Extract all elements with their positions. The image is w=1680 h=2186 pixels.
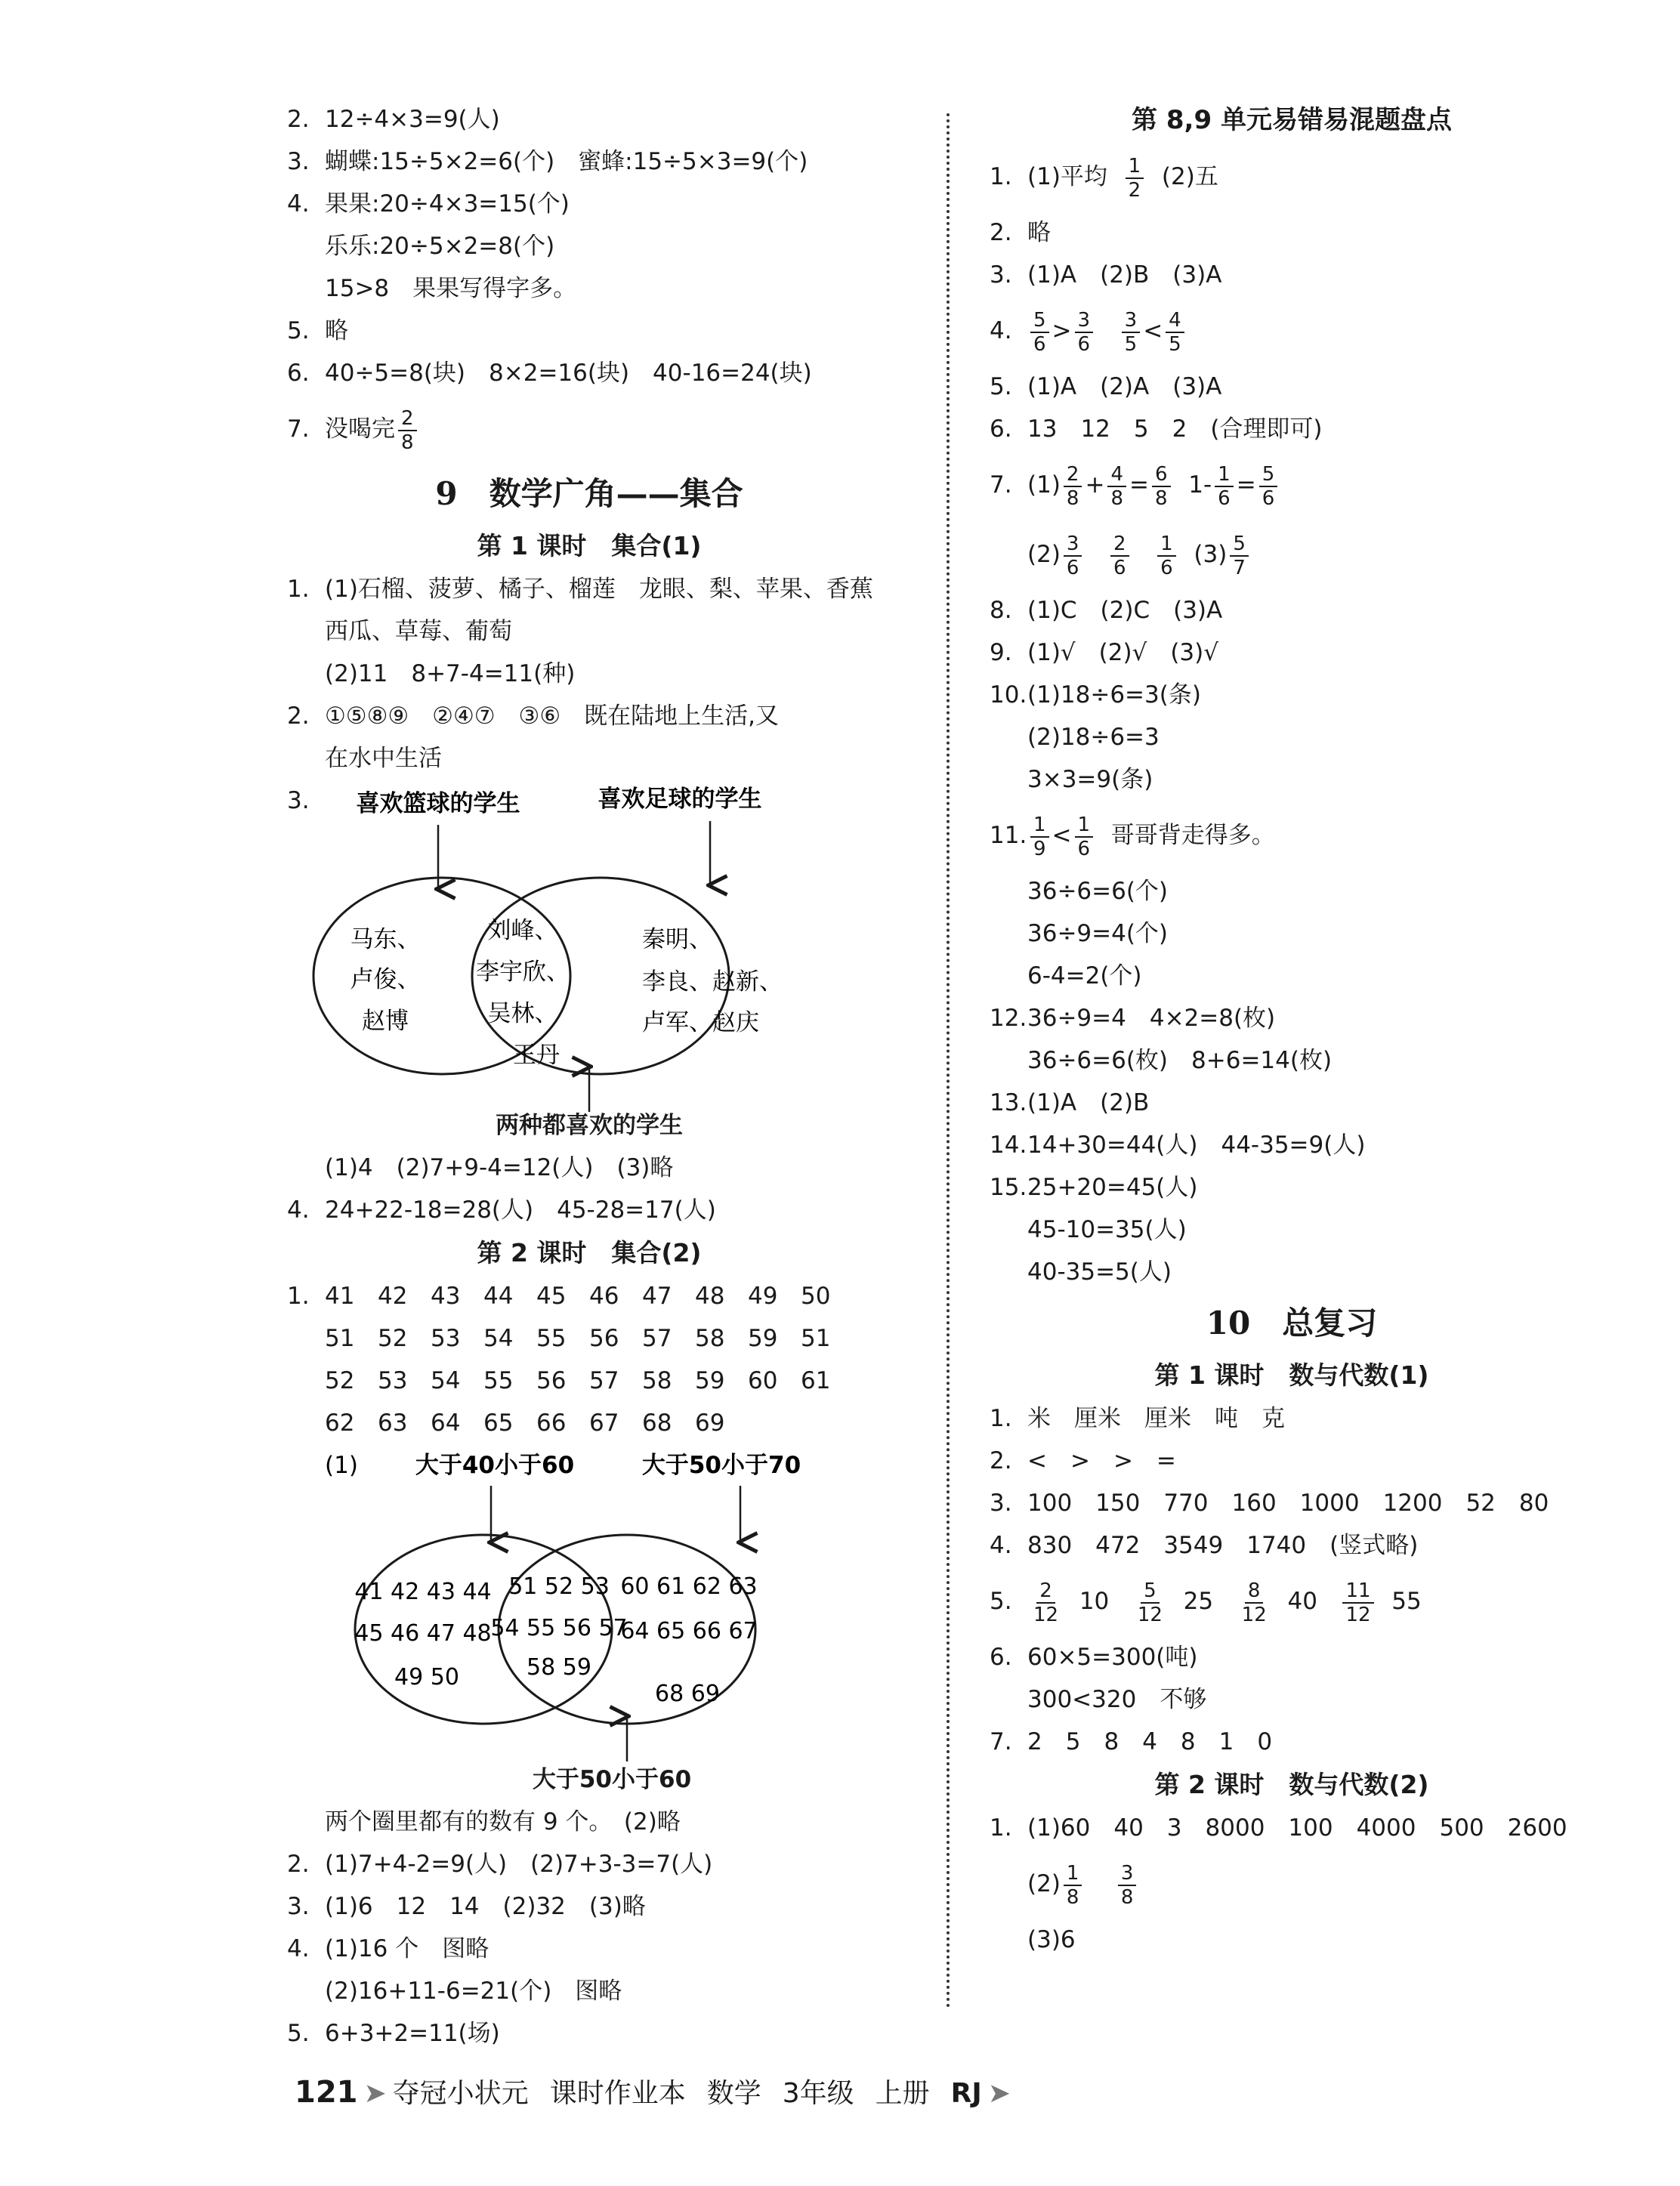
venn-right-only-1: 秦明、 bbox=[642, 926, 712, 953]
venn-label-left: 喜欢篮球的学生 bbox=[356, 790, 520, 817]
number-cell: 49 bbox=[748, 1283, 778, 1310]
chevron-right-icon: ➤ bbox=[987, 2078, 1011, 2109]
fraction: $\frac{1}{6}$ bbox=[1075, 814, 1094, 860]
number-cell: 67 bbox=[589, 1409, 619, 1437]
number-cell: 57 bbox=[642, 1325, 672, 1352]
footer-edition: RJ bbox=[950, 2078, 982, 2109]
number-cell: 66 bbox=[536, 1409, 567, 1437]
number-cell: 52 bbox=[378, 1325, 408, 1352]
answer-item: 5. $\frac{2}{12}$ 10 $\frac{5}{12}$ 25 $\frac{8}{12}$ 40 $\frac{11}{12}$ 55 bbox=[990, 1579, 1422, 1626]
answer-item: 9. (1)√ (2)√ (3)√ bbox=[990, 639, 1218, 666]
answer-item: 6. 13 12 5 2 (合理即可) bbox=[990, 415, 1323, 443]
venn-both-2: 李宇欣、 bbox=[476, 959, 570, 986]
venn-label-bottom: 两种都喜欢的学生 bbox=[496, 1112, 683, 1139]
number-cell: 56 bbox=[536, 1367, 567, 1394]
fraction: $\frac{1}{6}$ bbox=[1157, 533, 1176, 579]
number-cell: 44 bbox=[483, 1283, 514, 1310]
venn-left-only-1: 马东、 bbox=[350, 926, 421, 953]
venn-both-1: 刘峰、 bbox=[487, 917, 558, 944]
fraction: $\frac{2}{8}$ bbox=[1064, 463, 1082, 510]
number-cell: 48 bbox=[695, 1283, 725, 1310]
answer-item: 7. 没喝完 $\frac{2}{8}$ bbox=[287, 394, 891, 464]
venn2-both-1: 51 52 53 bbox=[508, 1573, 610, 1600]
answer-item: 15.25+20=45(人) bbox=[990, 1174, 1198, 1201]
answer-item: 2. ①⑤⑧⑨ ②④⑦ ③⑥ 既在陆地上生活,又 bbox=[287, 702, 779, 730]
answer-item: 45-10=35(人) bbox=[1027, 1216, 1187, 1243]
answer-item: 11. $\frac{1}{9}$ < $\frac{1}{6}$ 哥哥背走得多。 bbox=[990, 813, 1275, 860]
lesson-1-title: 第 1 课时 集合(1) bbox=[477, 531, 702, 560]
fraction: $\frac{6}{8}$ bbox=[1152, 463, 1171, 510]
answer-item: 6-4=2(个) bbox=[1027, 962, 1142, 990]
venn2-right-only-3: 68 69 bbox=[655, 1681, 720, 1707]
answer-item: (2) $\frac{1}{8}$ $\frac{3}{8}$ bbox=[990, 1849, 1594, 1919]
number-cell: 43 bbox=[431, 1283, 461, 1310]
lesson-b-title: 第 2 课时 数与代数(2) bbox=[1154, 1770, 1429, 1799]
left-column bbox=[287, 98, 891, 2055]
answer-item: 3. (1)A (2)B (3)A bbox=[990, 261, 1222, 289]
fraction: $\frac{1}{8}$ bbox=[1064, 1862, 1082, 1909]
answer-item: 7. 2 5 8 4 8 1 0 bbox=[990, 1728, 1273, 1755]
number-cell: 61 bbox=[801, 1367, 831, 1394]
answer-item: 40-35=5(人) bbox=[1027, 1258, 1172, 1286]
lesson-a-title: 第 1 课时 数与代数(1) bbox=[1154, 1360, 1429, 1390]
answer-item: (2)18÷6=3 bbox=[1027, 724, 1160, 751]
fraction: $\frac{2}{12}$ bbox=[1033, 1579, 1059, 1626]
venn-svg-1 bbox=[287, 780, 891, 1112]
answer-item: 4. (1)16 个 图略 bbox=[287, 1935, 489, 1962]
number-cell: 69 bbox=[695, 1409, 725, 1437]
answer-item: 1. 米 厘米 厘米 吨 克 bbox=[990, 1405, 1285, 1432]
after-venn-2-items bbox=[287, 1801, 891, 2055]
fraction: $\frac{8}{12}$ bbox=[1241, 1579, 1267, 1626]
left-top-items bbox=[287, 98, 891, 394]
number-cell: 51 bbox=[325, 1325, 355, 1352]
number-row bbox=[287, 1360, 891, 1402]
answer-item: 36÷6=6(枚) 8+6=14(枚) bbox=[1027, 1047, 1333, 1074]
venn2-left-only-2: 45 46 47 48 bbox=[354, 1620, 492, 1647]
answer-item: 15>8 果果写得字多。 bbox=[325, 275, 577, 302]
venn2-label-right: 大于50小于70 bbox=[641, 1452, 801, 1479]
fraction: $\frac{5}{7}$ bbox=[1230, 533, 1249, 579]
answer-item: 西瓜、草莓、葡萄 bbox=[325, 618, 512, 645]
footer-subject: 数学 bbox=[706, 2078, 761, 2109]
number-row bbox=[287, 1317, 891, 1360]
fraction: $\frac{3}{6}$ bbox=[1075, 309, 1094, 356]
number-cell: 58 bbox=[695, 1325, 725, 1352]
answer-item: 在水中生活 bbox=[325, 745, 442, 772]
fraction: $\frac{1}{2}$ bbox=[1126, 155, 1144, 202]
fraction: $\frac{5}{6}$ bbox=[1259, 463, 1278, 510]
answer-item: 13.(1)A (2)B bbox=[990, 1089, 1150, 1116]
number-cell: 63 bbox=[378, 1409, 408, 1437]
number-cell: 47 bbox=[642, 1283, 672, 1310]
fraction: $\frac{1}{6}$ bbox=[1215, 463, 1234, 510]
fraction: $\frac{5}{6}$ bbox=[1030, 309, 1049, 356]
answer-item: 2. (1)7+4-2=9(人) (2)7+3-3=7(人) bbox=[287, 1851, 713, 1878]
fraction: $\frac{3}{6}$ bbox=[1064, 533, 1082, 579]
fraction: $\frac{5}{12}$ bbox=[1137, 1579, 1163, 1626]
number-cell: 59 bbox=[695, 1367, 725, 1394]
number-cell: 42 bbox=[378, 1283, 408, 1310]
answer-item: 两个圈里都有的数有 9 个。 (2)略 bbox=[325, 1808, 681, 1836]
venn-both-3: 吴林、 bbox=[487, 1000, 558, 1027]
number-cell: 55 bbox=[483, 1367, 514, 1394]
answer-item: 4. 830 472 3549 1740 (竖式略) bbox=[990, 1532, 1419, 1559]
venn-diagram-1: 3. 喜欢篮球的学生 喜欢足球的学生 马东、 卢俊、 赵博 刘峰、 李宇欣、 吴林、 王丹 秦明、 李良、赵新、 卢军、赵庆 bbox=[287, 780, 891, 1112]
answer-item: 2. 略 bbox=[990, 219, 1051, 246]
number-cell: 52 bbox=[325, 1367, 355, 1394]
unit-9-title: 9 数学广角——集合 bbox=[435, 475, 743, 512]
answer-item: 5. 略 bbox=[287, 317, 348, 344]
review-title: 第 8,9 单元易错易混题盘点 bbox=[1132, 105, 1452, 135]
answer-item: 2. < > > = bbox=[990, 1447, 1176, 1474]
answer-item: 300<320 不够 bbox=[1027, 1686, 1207, 1713]
venn-left-only-3: 赵博 bbox=[362, 1008, 409, 1035]
answer-item: 3×3=9(条) bbox=[1027, 766, 1153, 793]
venn2-right-only-2: 64 65 66 67 bbox=[620, 1618, 758, 1644]
answer-item: 4. 24+22-18=28(人) 45-28=17(人) bbox=[287, 1196, 716, 1224]
venn-diagram-2 bbox=[287, 1444, 891, 1761]
venn-right-only-3: 卢军、赵庆 bbox=[642, 1009, 759, 1036]
right-column bbox=[990, 98, 1594, 1961]
number-cell: 50 bbox=[801, 1283, 831, 1310]
lesson-a-rest bbox=[990, 1636, 1594, 1763]
venn-svg-2 bbox=[287, 1444, 891, 1761]
answer-item: 5. 6+3+2=11(场) bbox=[287, 2020, 500, 2047]
number-cell: 54 bbox=[431, 1367, 461, 1394]
answer-item: (2)11 8+7-4=11(种) bbox=[325, 660, 576, 687]
number-cell: 65 bbox=[483, 1409, 514, 1437]
fraction: $\frac{11}{12}$ bbox=[1342, 1579, 1373, 1626]
answer-item: 1. (1)平均 $\frac{1}{2}$ (2)五 bbox=[990, 154, 1218, 202]
lesson-2-title: 第 2 课时 集合(2) bbox=[477, 1238, 702, 1267]
page-number: 121 bbox=[295, 2075, 358, 2110]
after-venn-1-items bbox=[287, 1147, 891, 1231]
answer-item: 3. (1)6 12 14 (2)32 (3)略 bbox=[287, 1893, 646, 1920]
answer-item: 7. (1) $\frac{2}{8}$ + $\frac{4}{8}$ = $\frac{6}{8}$ 1- $\frac{1}{6}$ = $\frac{5}{6}$ bbox=[990, 450, 1594, 520]
lesson-a-items bbox=[990, 1397, 1594, 1567]
number-cell: 54 bbox=[483, 1325, 514, 1352]
number-cell: 60 bbox=[748, 1367, 778, 1394]
answer-item: (2) $\frac{3}{6}$ $\frac{2}{6}$ $\frac{1}{6}$ (3) $\frac{5}{7}$ bbox=[990, 520, 1594, 589]
venn2-both-2: 54 55 56 57 bbox=[490, 1615, 628, 1641]
answer-item: 36÷9=4(个) bbox=[1027, 920, 1169, 947]
number-row bbox=[287, 1402, 891, 1444]
number-row: 1. 41 42 43 44 45 46 47 48 49 50 bbox=[287, 1275, 891, 1317]
venn-right-only-2: 李良、赵新、 bbox=[642, 968, 783, 996]
page-footer bbox=[295, 2070, 1017, 2115]
footer-term: 上册 bbox=[875, 2078, 930, 2109]
footer-book: 课时作业本 bbox=[549, 2078, 686, 2109]
venn2-both-3: 58 59 bbox=[527, 1654, 591, 1681]
footer-grade: 3年级 bbox=[782, 2078, 854, 2109]
venn2-left-only-3: 49 50 bbox=[394, 1664, 459, 1690]
number-cell: 68 bbox=[642, 1409, 672, 1437]
answer-item: 5. (1)A (2)A (3)A bbox=[990, 373, 1222, 400]
items-11-15 bbox=[990, 870, 1594, 1293]
answer-item: (1)4 (2)7+9-4=12(人) (3)略 bbox=[325, 1154, 674, 1181]
column-divider bbox=[947, 113, 950, 2009]
answer-item: 10.(1)18÷6=3(条) bbox=[990, 681, 1201, 709]
number-cell: 59 bbox=[748, 1325, 778, 1352]
venn2-prefix: (1) bbox=[325, 1452, 358, 1479]
answer-item: 1. (1)石榴、菠萝、橘子、榴莲 龙眼、梨、苹果、香蕉 bbox=[287, 576, 873, 603]
fraction: $\frac{3}{5}$ bbox=[1122, 309, 1141, 356]
answer-item: (3)6 bbox=[1027, 1926, 1076, 1953]
answer-item: 2. 12÷4×3=9(人) bbox=[287, 106, 500, 133]
number-cell: 46 bbox=[589, 1283, 619, 1310]
number-cell: 53 bbox=[378, 1367, 408, 1394]
fraction: $\frac{4}{8}$ bbox=[1107, 463, 1126, 510]
answer-item: 12.36÷9=4 4×2=8(枚) bbox=[990, 1005, 1276, 1032]
venn-both-4: 王丹 bbox=[513, 1042, 560, 1069]
number-cell: 58 bbox=[642, 1367, 672, 1394]
number-cell: 57 bbox=[589, 1367, 619, 1394]
fraction: $\frac{2}{6}$ bbox=[1110, 533, 1129, 579]
answer-item: 36÷6=6(个) bbox=[1027, 878, 1169, 905]
number-cell: 51 bbox=[801, 1325, 831, 1352]
lesson-1-items bbox=[287, 568, 891, 780]
number-cell: 62 bbox=[325, 1409, 355, 1437]
number-cell: 56 bbox=[589, 1325, 619, 1352]
chevron-right-icon: ➤ bbox=[363, 2078, 387, 2109]
answer-item: 4. 果果:20÷4×3=15(个) bbox=[287, 190, 570, 218]
fraction: $\frac{2}{8}$ bbox=[398, 407, 417, 454]
venn-left-only-2: 卢俊、 bbox=[350, 966, 421, 993]
fraction: $\frac{1}{9}$ bbox=[1030, 814, 1049, 860]
footer-brand: 夺冠小状元 bbox=[392, 2078, 529, 2109]
venn2-right-only-1: 60 61 62 63 bbox=[620, 1573, 758, 1600]
answer-item: (2)16+11-6=21(个) 图略 bbox=[325, 1978, 622, 2005]
answer-item: 6. 40÷5=8(块) 8×2=16(块) 40-16=24(块) bbox=[287, 360, 812, 387]
number-cell: 55 bbox=[536, 1325, 567, 1352]
answer-item: 4. $\frac{5}{6}$ > $\frac{3}{6}$ $\frac{3}{5}$ < $\frac{4}{5}$ bbox=[990, 296, 1594, 366]
number-cell: 45 bbox=[536, 1283, 567, 1310]
venn2-label-bottom: 大于50小于60 bbox=[532, 1766, 692, 1793]
fraction: $\frac{3}{8}$ bbox=[1118, 1862, 1137, 1909]
answer-item: 14.14+30=44(人) 44-35=9(人) bbox=[990, 1132, 1366, 1159]
number-cell: 41 bbox=[325, 1283, 355, 1310]
answer-item: 乐乐:20÷5×2=8(个) bbox=[325, 233, 555, 260]
number-cell: 64 bbox=[431, 1409, 461, 1437]
answer-item: 3. 100 150 770 160 1000 1200 52 80 bbox=[990, 1490, 1549, 1517]
item-10 bbox=[990, 674, 1594, 801]
answer-item: 8. (1)C (2)C (3)A bbox=[990, 597, 1223, 624]
venn-label-right: 喜欢足球的学生 bbox=[598, 786, 762, 813]
answer-item: 6. 60×5=300(吨) bbox=[990, 1644, 1198, 1671]
answer-item: 1. (1)60 40 3 8000 100 4000 500 2600 bbox=[990, 1814, 1567, 1842]
answer-item: 3. 蝴蝶:15÷5×2=6(个) 蜜蜂:15÷5×3=9(个) bbox=[287, 148, 808, 175]
unit-10-title: 10 总复习 bbox=[1206, 1304, 1378, 1342]
number-grid bbox=[287, 1275, 891, 1444]
venn2-label-left: 大于40小于60 bbox=[415, 1452, 575, 1479]
venn2-left-only-1: 41 42 43 44 bbox=[354, 1579, 492, 1605]
number-cell: 53 bbox=[431, 1325, 461, 1352]
fraction: $\frac{4}{5}$ bbox=[1166, 309, 1184, 356]
